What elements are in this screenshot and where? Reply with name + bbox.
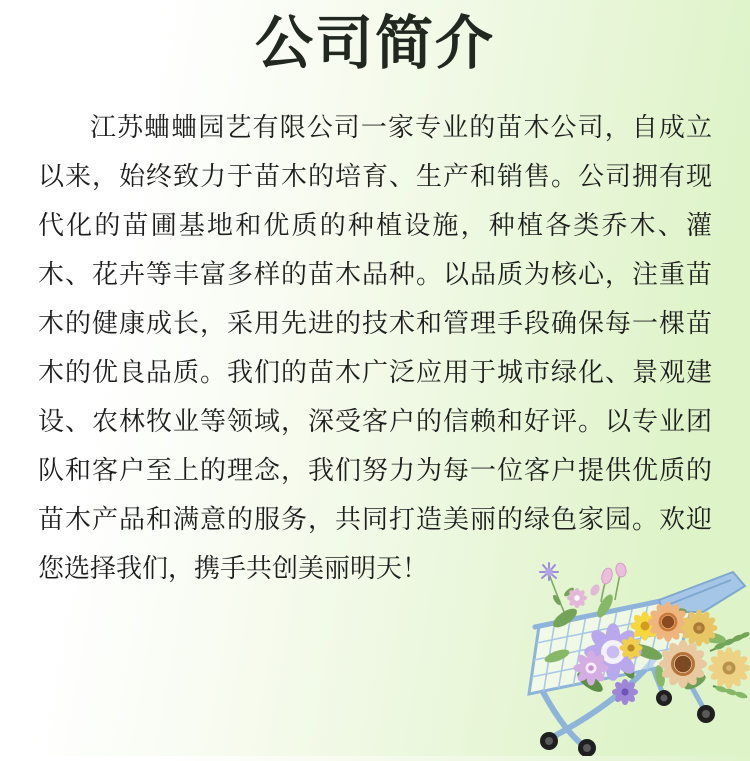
page-title: 公司简介	[254, 11, 495, 76]
leaves	[543, 592, 727, 695]
company-intro-page	[0, 6, 750, 756]
cart-wheels	[540, 690, 715, 756]
company-intro-paragraph: 江苏蛐蛐园艺有限公司一家专业的苗木公司，自成立以来，始终致力于苗木的培育、生产和销售。公司拥有现代化的苗圃基地和优质的种植设施，种植各类乔木、灌木、花卉等丰富多样的苗木品种。以品质为核心，注重苗木的健康成长，采用先进的技术和管理手段确保每一棵苗木的优良品质。我们的苗木广泛应用于城市绿化、景观建设、农林牧业等领域，深受客户的信赖和好评。以专业团队和客户至上的理念，我们努力为每一位客户提供优质的苗木产品和满意的服务，共同打造美丽的绿色家园。欢迎您选择我们，携手共创美丽明天！	[38, 111, 712, 583]
flowers	[567, 588, 750, 705]
